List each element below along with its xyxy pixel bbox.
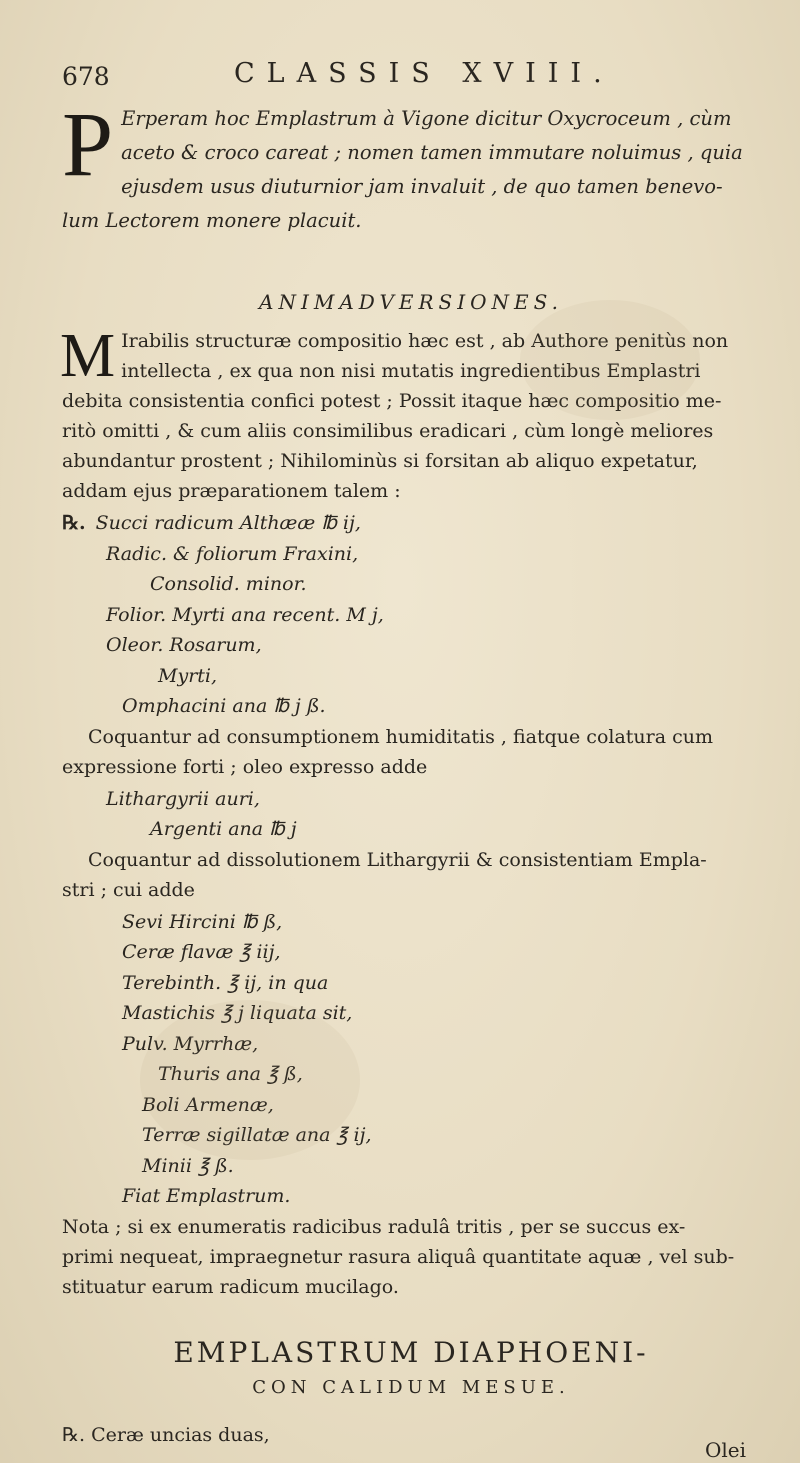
recipe-item [62,937,760,968]
section-heading: ANIMADVERSIONES. [259,290,563,314]
paper-stain [140,1000,360,1160]
ingredient: Oleor. Rosarum, [106,634,262,656]
recipe-list [62,784,760,845]
ingredient: Minii ℥ ß. [142,1154,234,1177]
ingredient: Omphacini ana ℔ j ß. [122,695,326,717]
ingredient: Boli Armenæ, [142,1093,274,1116]
ingredient: Thuris ana ℥ ß, [158,1063,303,1085]
ingredient: Mastichis ℥ j liquata sit, [122,1002,353,1024]
recipe-item [62,508,760,539]
ingredient: Ceræ flavæ ℥ iij, [122,941,281,963]
ingredient: Lithargyrii auri, [106,787,260,810]
recipe-item [62,1151,760,1182]
text-line: abundantur prostent ; Nihilominùs si forsitan ab aliquo expetatur, [62,450,698,472]
page-number: 678 [62,62,110,91]
recipe-item [62,630,760,661]
nota-line: Nota ; si ex enumeratis radicibus radulâ tritis , per se succus ex- [62,1215,686,1238]
recipe-line: ℞. Ceræ uncias duas, [62,1423,270,1446]
ingredient: Fiat Emplastrum. [122,1185,291,1207]
intro-line: ejusdem usus diuturnior jam invaluit , de quo tamen benevo- [121,175,723,198]
running-head [62,58,760,98]
intro-line: lum Lectorem monere placuit. [62,209,362,232]
ingredient: Terræ sigillatæ ana ℥ ij, [142,1124,372,1146]
ingredient: Consolid. minor. [150,573,307,595]
recipe-item [62,661,760,692]
text-line: Coquantur ad consumptionem humiditatis , fiatque colatura cum [88,725,714,748]
recipe-item [62,1181,760,1212]
recipe-item [62,569,760,600]
nota-line: stituatur earum radicum mucilago. [62,1275,399,1298]
running-title: CLASSIS XVIII. [234,58,614,89]
text-line: ritò omitti , & cum aliis consimilibus eradicari , cùm longè meliores [62,420,714,442]
recipe-item [62,539,760,570]
catchword: Olei [704,1437,746,1462]
text-line: addam ejus præparationem talem : [62,480,401,502]
intro-line: Erperam hoc Emplastrum à Vigone dicitur Oxycroceum , cùm [121,107,732,130]
text-line: expressione forti ; oleo expresso adde [62,755,428,778]
drop-cap: P [62,93,114,195]
ingredient: Myrti, [158,664,218,687]
recipe-title: EMPLASTRUM DIAPHOENI- [173,1335,649,1369]
recipe-item [62,907,760,938]
text-line: intellecta , ex qua non nisi mutatis ingredientibus Emplastri [121,360,701,382]
text-line: Irabilis structuræ compositio hæc est , ab Authore penitùs non [121,330,729,352]
intro-paragraph [62,93,760,238]
recipe-list [62,508,760,722]
recipe-item [62,691,760,722]
recipe-item [62,600,760,631]
recipe-symbol: ℞. [62,512,86,534]
ingredient: Terebinth. ℥ ij, in qua [122,971,329,994]
ingredient: Succi radicum Althææ ℔ ij, [95,512,361,534]
ingredient: Folior. Myrti ana recent. M j, [106,603,384,626]
last-line [62,1423,760,1462]
ingredient: Pulv. Myrrhæ, [122,1032,259,1055]
nota-line: primi nequeat, impraegnetur rasura aliquâ quantitate aquæ , vel sub- [62,1245,735,1268]
recipe-item [62,968,760,999]
recipe-item [62,998,760,1029]
paper-stain [520,300,700,420]
ingredient: Radic. & foliorum Fraxini, [106,542,359,565]
text-line: stri ; cui adde [62,878,195,901]
recipe-subtitle: CON CALIDUM MESUE. [252,1376,570,1398]
text-line: debita consistentia confici potest ; Possit itaque hæc compositio me- [62,390,722,412]
recipe-item [62,814,760,845]
ingredient: Sevi Hircini ℔ ß, [122,910,283,933]
recipe-item [62,784,760,815]
drop-cap: M [60,322,116,390]
intro-line: aceto & croco careat ; nomen tamen immutare noluimus , quia [121,141,743,164]
text-line: Coquantur ad dissolutionem Lithargyrii & consistentiam Empla- [88,848,707,871]
ingredient: Argenti ana ℔ j [150,818,297,840]
